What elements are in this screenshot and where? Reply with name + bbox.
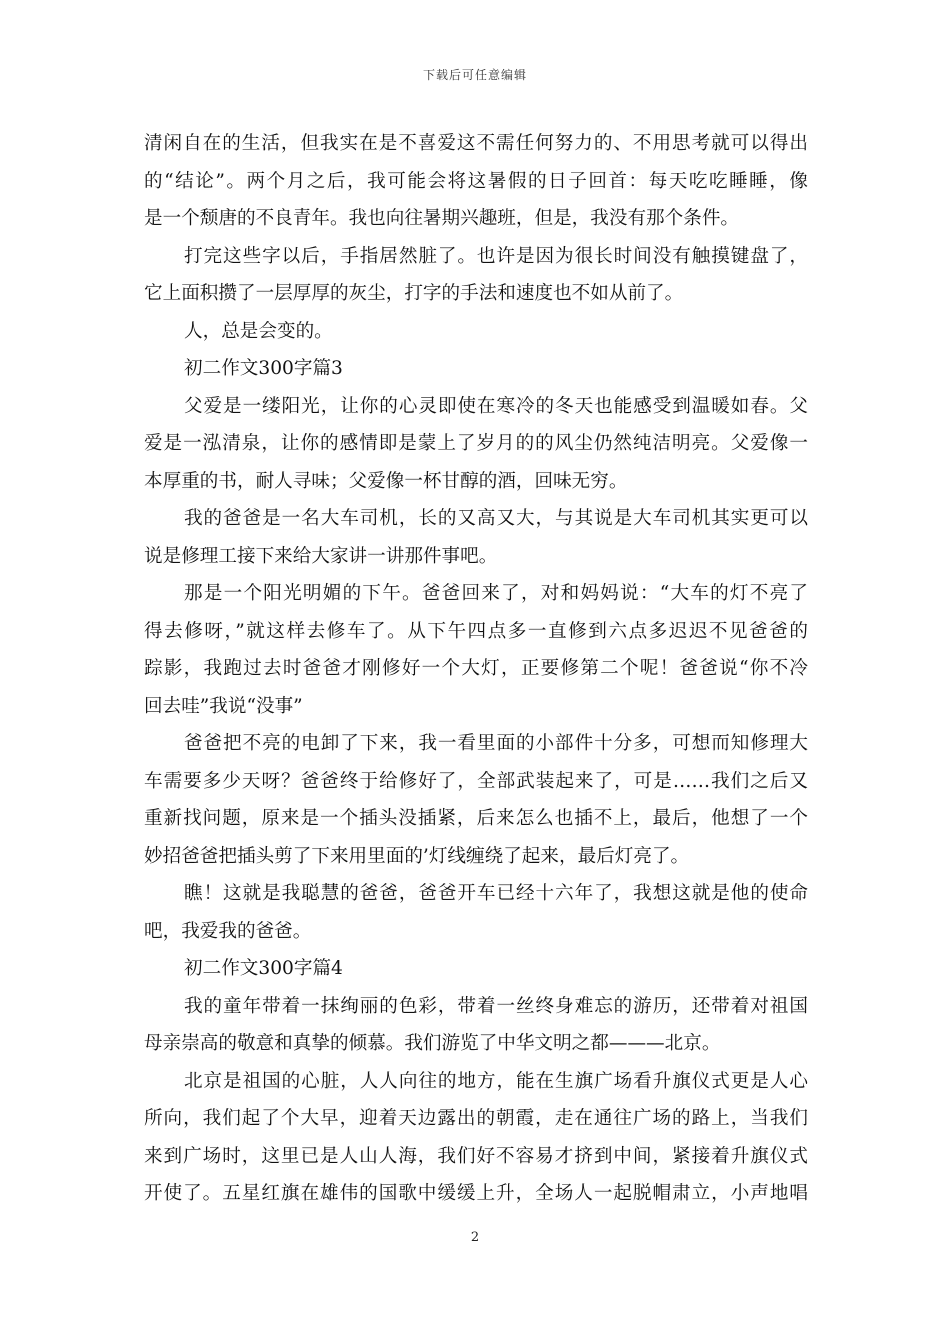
text-line: 吧，我爱我的爸爸。 (144, 920, 312, 942)
text-line: 车需要多少天呀？爸爸终于给修好了，全部武装起来了，可是……我们之后又 (144, 770, 808, 792)
text-line: 开使了。五星红旗在雄伟的国歌中缓缓上升，全场人一起脱帽肃立，小声地唱 (144, 1183, 808, 1204)
text-line: 来到广场时，这里已是人山人海，我们好不容易才挤到中间，紧接着升旗仪式 (144, 1145, 808, 1167)
text-line: 爱是一泓清泉，让你的感情即是蒙上了岁月的的风尘仍然纯洁明亮。父爱像一 (144, 433, 808, 454)
text-line: 所向，我们起了个大早，迎着天边露出的朝霞，走在通往广场的路上，当我们 (144, 1108, 808, 1129)
text-line: 初二作文300字篇3 (184, 358, 343, 379)
text-line: 得去修呀，”就这样去修车了。从下午四点多一直修到六点多迟迟不见爸爸的 (144, 620, 808, 642)
text-line: 人，总是会变的。 (184, 320, 333, 342)
text-line: 它上面积攒了一层厚厚的灰尘，打字的手法和速度也不如从前了。 (144, 283, 684, 304)
text-line: 踪影，我跑过去时爸爸才刚修好一个大灯，正要修第二个呢！爸爸说“你不冷 (144, 658, 808, 679)
text-line: 是一个颓唐的不良青年。我也向往暑期兴趣班，但是，我没有那个条件。 (144, 208, 740, 229)
text-line: 重新找问题，原来是一个插头没插紧，后来怎么也插不上，最后，他想了一个 (144, 808, 808, 829)
page-number: 2 (470, 1230, 480, 1245)
text-line: 打完这些字以后，手指居然脏了。也许是因为很长时间没有触摸键盘了， (184, 245, 808, 267)
text-line: 北京是祖国的心脏，人人向往的地方，能在生旗广场看升旗仪式更是人心 (184, 1070, 808, 1092)
text-line: 母亲崇高的敬意和真挚的倾慕。我们游览了中华文明之都———北京。 (144, 1033, 721, 1054)
page-header: 下载后可任意编辑 (422, 68, 527, 82)
text-line: 父爱是一缕阳光，让你的心灵即使在寒冷的冬天也能感受到温暖如春。父 (184, 395, 808, 417)
text-line: 的“结论”。两个月之后，我可能会将这暑假的日子回首：每天吃吃睡睡，像 (144, 170, 808, 192)
text-line: 瞧！这就是我聪慧的爸爸，爸爸开车已经十六年了，我想这就是他的使命 (184, 883, 808, 904)
text-line: 那是一个阳光明媚的下午。爸爸回来了，对和妈妈说：“大车的灯不亮了 (184, 583, 808, 604)
text-line: 妙招爸爸把插头剪了下来用里面的’灯线缠绕了起来，最后灯亮了。 (144, 845, 690, 867)
text-line: 我的童年带着一抹绚丽的色彩，带着一丝终身难忘的游历，还带着对祖国 (184, 995, 808, 1017)
text-line: 本厚重的书，耐人寻味；父爱像一杯甘醇的酒，回味无穷。 (144, 470, 628, 492)
text-line: 清闲自在的生活，但我实在是不喜爱这不需任何努力的、不用思考就可以得出 (144, 133, 808, 154)
text-line: 回去哇”我说“没事” (144, 695, 303, 717)
text-line: 初二作文300字篇4 (184, 958, 343, 979)
text-line: 说是修理工接下来给大家讲一讲那件事吧。 (144, 545, 498, 567)
text-line: 爸爸把不亮的电卸了下来，我一看里面的小部件十分多，可想而知修理大 (184, 733, 808, 754)
document-body (144, 125, 808, 1213)
text-line: 我的爸爸是一名大车司机，长的又高又大，与其说是大车司机其实更可以 (184, 508, 808, 529)
